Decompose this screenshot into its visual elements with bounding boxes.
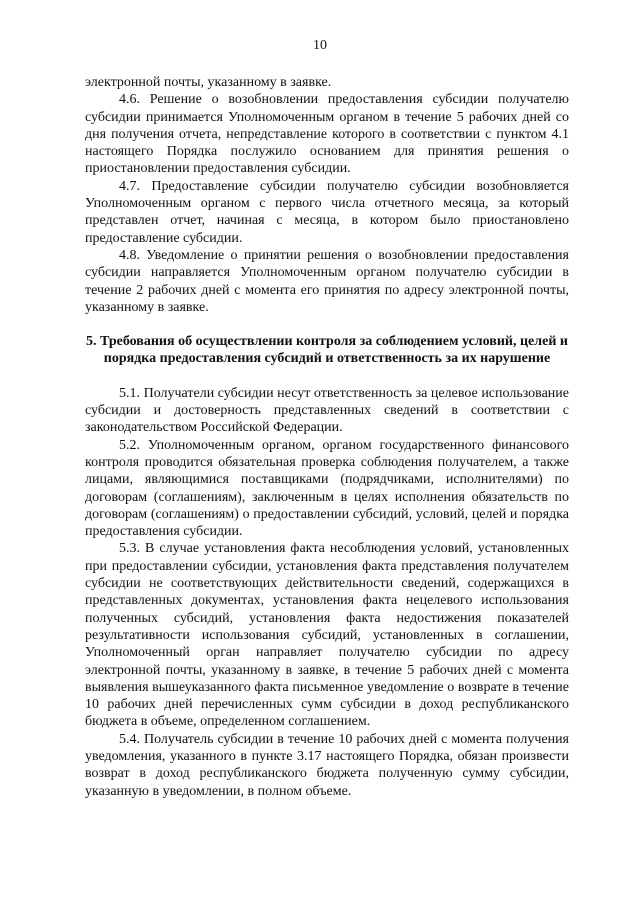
paragraph-5-1: 5.1. Получатели субсидии несут ответственность за целевое использование субсидии и достоверность представленных сведений в соответствии с законодательством Российской Федерации. bbox=[85, 385, 569, 436]
paragraph-4-6: 4.6. Решение о возобновлении предоставления субсидии получателю субсидии принимается Уполномоченным органом в течение 5 рабочих дней со дня получения отчета, непредставление которого в соответствии с пунктом 4.1 настоящего Порядка послужило основанием для принятия решения о приостановлении предоставления субсидии. bbox=[85, 92, 569, 177]
paragraph-4-7: 4.7. Предоставление субсидии получателю субсидии возобновляется Уполномоченным органом с первого числа отчетного месяца, за который представлен отчет, начиная с месяца, в котором было приостановлено предоставление субсидии. bbox=[85, 178, 569, 246]
section-heading: 5. Требования об осуществлении контроля за соблюдением условий, целей и порядка предоставления субсидий и ответственность за их нарушение bbox=[86, 334, 568, 367]
paragraph-5-4: 5.4. Получатель субсидии в течение 10 рабочих дней с момента получения уведомления, указанного в пункте 3.17 настоящего Порядка, обязан произвести возврат в доход республиканского бюджета полученную сумму субсидии, указанную в уведомлении, в полном объеме. bbox=[85, 731, 569, 799]
paragraph-continuation: электронной почты, указанному в заявке. bbox=[85, 75, 332, 90]
paragraph-5-2: 5.2. Уполномоченным органом, органом государственного финансового контроля проводится обязательная проверка соблюдения получателем, а также лицами, являющимися поставщиками (подрядчиками, исполнителями) по договорам (соглашениям), заключенным в целях исполнения обязательств по договорам (соглашениям) о предоставлении субсидий, условий, целей и порядка предоставления субсидии. bbox=[85, 437, 569, 540]
paragraph-4-8: 4.8. Уведомление о принятии решения о возобновлении предоставления субсидии направляется Уполномоченным органом получателю субсидии в течение 2 рабочих дней с момента его принятия по адресу электронной почты, указанному в заявке. bbox=[85, 247, 569, 315]
page-number: 10 bbox=[313, 38, 327, 53]
paragraph-5-3: 5.3. В случае установления факта несоблюдения условий, установленных при предоставлении субсидии, установления факта представления получателем субсидии не соответствующих действительности сведений, содержащихся в представленных документах, установления факта нецелевого использования полученных субсидий, установления факта недостижения показателей результативности использования субсидий, установленных в соглашении, Уполномоченный орган направляет получателю субсидии по адресу электронной почты, указанному в заявке, в течение 5 рабочих дней с момента выявления вышеуказанного факта письменное уведомление о возврате в течение 10 рабочих дней перечисленных сумм субсидии в доход республиканского бюджета в объеме, определенном соглашением. bbox=[85, 541, 569, 730]
document-body bbox=[85, 74, 569, 800]
